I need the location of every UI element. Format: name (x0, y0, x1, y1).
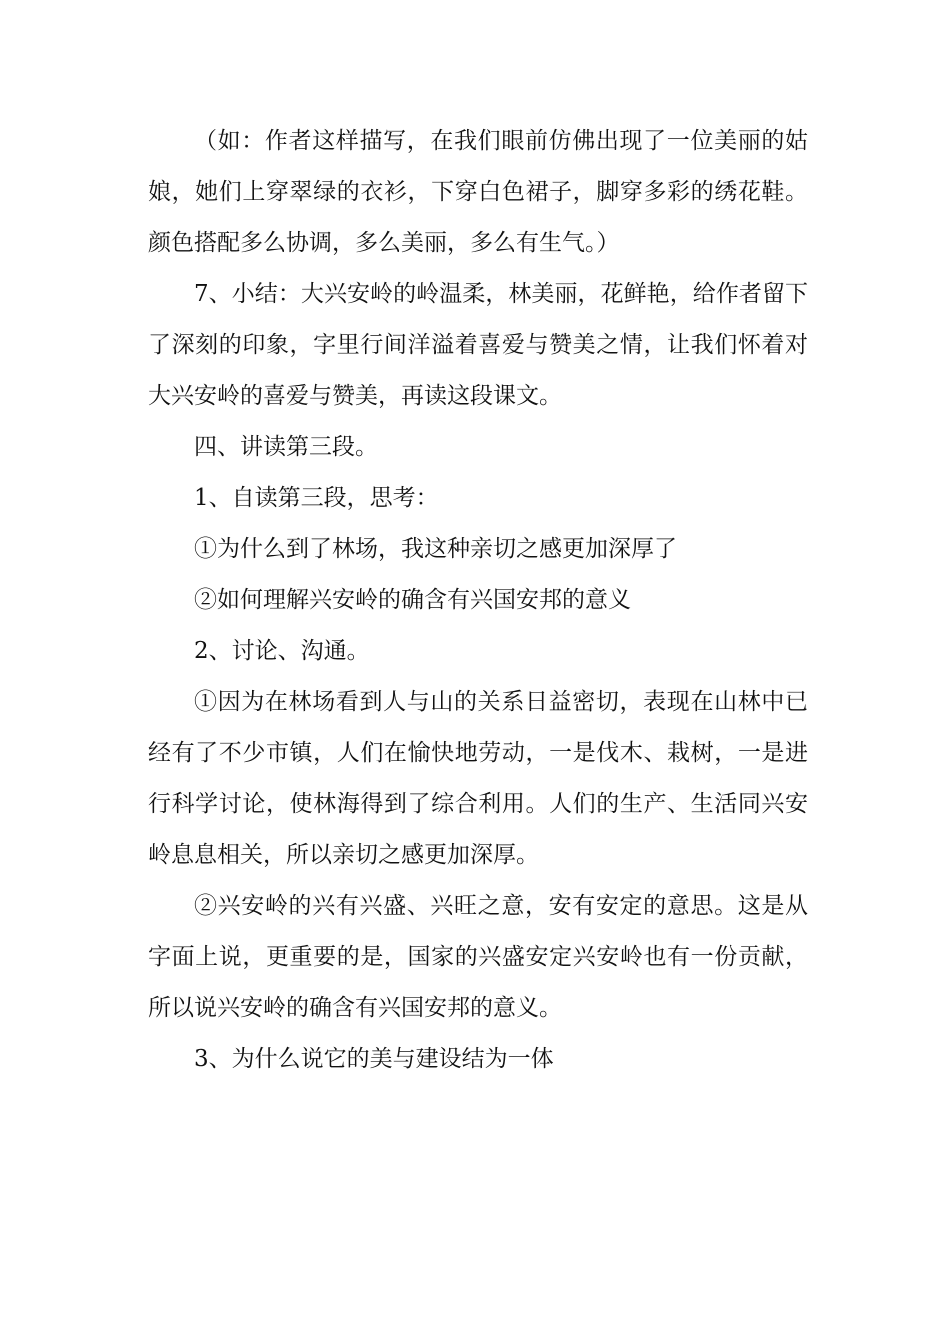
answer-two: ②兴安岭的兴有兴盛、兴旺之意，安有安定的意思。这是从字面上说，更重要的是，国家的兴盛安定兴安岭也有一份贡献，所以说兴安岭的确含有兴国安邦的意义。 (148, 893, 808, 1021)
step-self-reading: 1、自读第三段，思考： (194, 485, 439, 511)
question-two: ②如何理解兴安岭的确含有兴国安邦的意义 (194, 587, 631, 613)
step-discussion: 2、讨论、沟通。 (194, 638, 370, 664)
question-one: ①为什么到了林场，我这种亲切之感更加深厚了 (194, 536, 677, 562)
paragraph-example-description: （如：作者这样描写，在我们眼前仿佛出现了一位美丽的姑娘，她们上穿翠绿的衣衫，下穿白色裙子，脚穿多彩的绣花鞋。颜色搭配多么协调，多么美丽，多么有生气。） (148, 128, 808, 256)
paragraph-summary: 7、小结：大兴安岭的岭温柔，林美丽，花鲜艳，给作者留下了深刻的印象，字里行间洋溢着喜爱与赞美之情，让我们怀着对大兴安岭的喜爱与赞美，再读这段课文。 (148, 281, 808, 409)
section-heading-third-paragraph: 四、讲读第三段。 (194, 434, 378, 460)
answer-one: ①因为在林场看到人与山的关系日益密切，表现在山林中已经有了不少市镇，人们在愉快地劳动，一是伐木、栽树，一是进行科学讨论，使林海得到了综合利用。人们的生产、生活同兴安岭息息相关，所以亲切之感更加深厚。 (148, 689, 808, 868)
document-body (148, 116, 808, 1085)
step-question-three: 3、为什么说它的美与建设结为一体 (194, 1046, 554, 1072)
